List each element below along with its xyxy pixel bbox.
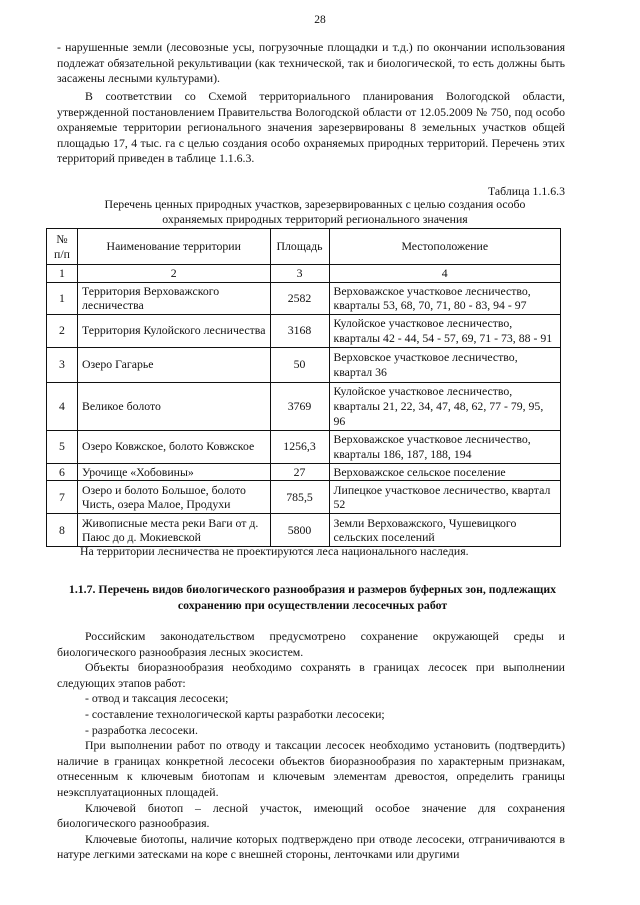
row-location: Липецкое участковое лесничество, квартал 52 [329,481,560,514]
row-name: Озеро Гагарье [77,347,270,382]
row-area: 1256,3 [270,430,329,463]
row-name: Урочище «Хобовины» [77,463,270,481]
row-location: Кулойское участковое лесничество, кварталы 42 - 44, 54 - 57, 69, 71 - 73, 88 - 91 [329,314,560,347]
row-area: 2582 [270,282,329,314]
row-location: Верховское участковое лесничество, квартал 36 [329,347,560,382]
col-number-3: 3 [270,265,329,283]
section-body [57,629,565,863]
row-name: Озеро и болото Большое, болото Чисть, озера Малое, Продухи [77,481,270,514]
row-name: Территория Верховажского лесничества [77,282,270,314]
table-row [47,282,561,314]
row-number: 3 [47,347,78,382]
paragraph-3: При выполнении работ по отводу и таксации лесосек необходимо установить (подтвердить) наличие в границах конкретной лесосеки объектов биоразнообразия по характерным признакам, отнесенным к ключевым биотопам и ключевым элементам древостоя, определить границы неэксплуатационных площадей. [57,738,565,799]
row-location: Верховажское сельское поселение [329,463,560,481]
row-location: Земли Верховажского, Чушевицкого сельских поселений [329,514,560,547]
row-name: Великое болото [77,382,270,430]
row-name: Территория Кулойского лесничества [77,314,270,347]
header-number: № п/п [47,229,78,265]
intro-paragraph: В соответствии со Схемой территориального планирования Вологодской области, утвержденной постановлением Правительства Вологодской области от 12.05.2009 № 750, под особо охраняемые территории регионального значения зарезервированы 8 земельных участков общей площадью 17, 4 тыс. га с целью создания особо охраняемых природных территорий. Перечень этих территорий приведен в таблице 1.1.6.3. [57,89,565,166]
row-location: Верховажское участковое лесничество, кварталы 186, 187, 188, 194 [329,430,560,463]
row-number: 1 [47,282,78,314]
table-note: На территории лесничества не проектируются леса национального наследия. [80,544,469,558]
table-caption-line-1: Перечень ценных природных участков, зарезервированных с целью создания особо [104,197,526,211]
table-header-row [47,229,561,265]
header-area: Площадь [270,229,329,265]
table-column-numbers-row [47,265,561,283]
col-number-4: 4 [329,265,560,283]
list-item: - отвод и таксация лесосеки; [85,691,229,706]
list-item: - разработка лесосеки. [85,722,198,737]
paragraph-4: Ключевой биотоп – лесной участок, имеющий особое значение для сохранения биологического разнообразия. [57,800,565,831]
row-area: 5800 [270,514,329,547]
paragraph-2: Объекты биоразнообразия необходимо сохранять в границах лесосек при выполнении следующих этапов работ: [57,660,565,690]
row-area: 27 [270,463,329,481]
paragraph-5: Ключевые биотопы, наличие которых подтверждено при отводе лесосеки, отграничиваются в натуре легкими затесками на коре с внешней стороны, ленточками или другими [57,831,565,862]
header-location: Местоположение [329,229,560,265]
table-caption [70,197,560,227]
row-location: Кулойское участковое лесничество, кварталы 21, 22, 34, 47, 48, 62, 77 - 79, 95, 96 [329,382,560,430]
table-row [47,463,561,481]
header-name: Наименование территории [77,229,270,265]
row-number: 8 [47,514,78,547]
row-number: 4 [47,382,78,430]
paragraph-1: Российским законодательством предусмотрено сохранение окружающей среды и биологического разнообразия лесных экосистем. [57,629,565,659]
row-area: 3168 [270,314,329,347]
row-name: Озеро Ковжское, болото Ковжское [77,430,270,463]
table-row [47,347,561,382]
table-caption-line-2: охраняемых природных территорий регионального значения [162,212,468,226]
row-number: 7 [47,481,78,514]
table-number: Таблица 1.1.6.3 [488,184,565,198]
row-name: Живописные места реки Ваги от д. Паюс до д. Мокиевской [77,514,270,547]
page-number: 28 [314,14,326,26]
row-number: 5 [47,430,78,463]
row-number: 2 [47,314,78,347]
table-row [47,382,561,430]
row-location: Верховажское участковое лесничество, кварталы 53, 68, 70, 71, 80 - 83, 94 - 97 [329,282,560,314]
intro-bullet: - нарушенные земли (лесовозные усы, погрузочные площадки и т.д.) по окончании использования подлежат обязательной рекультивации (как технической, так и биологической, то есть должны быть засажены лесными культурами). [57,40,565,86]
list-item: - составление технологической карты разработки лесосеки; [85,706,385,721]
reserved-territories-table [46,228,561,547]
row-area: 50 [270,347,329,382]
row-area: 785,5 [270,481,329,514]
table-row [47,314,561,347]
col-number-2: 2 [77,265,270,283]
table-row [47,514,561,547]
table-row [47,430,561,463]
col-number-1: 1 [47,265,78,283]
row-number: 6 [47,463,78,481]
row-area: 3769 [270,382,329,430]
table-row [47,481,561,514]
section-heading: 1.1.7. Перечень видов биологического разнообразия и размеров буферных зон, подлежащих сохранению при осуществлении лесосечных работ [68,582,557,612]
